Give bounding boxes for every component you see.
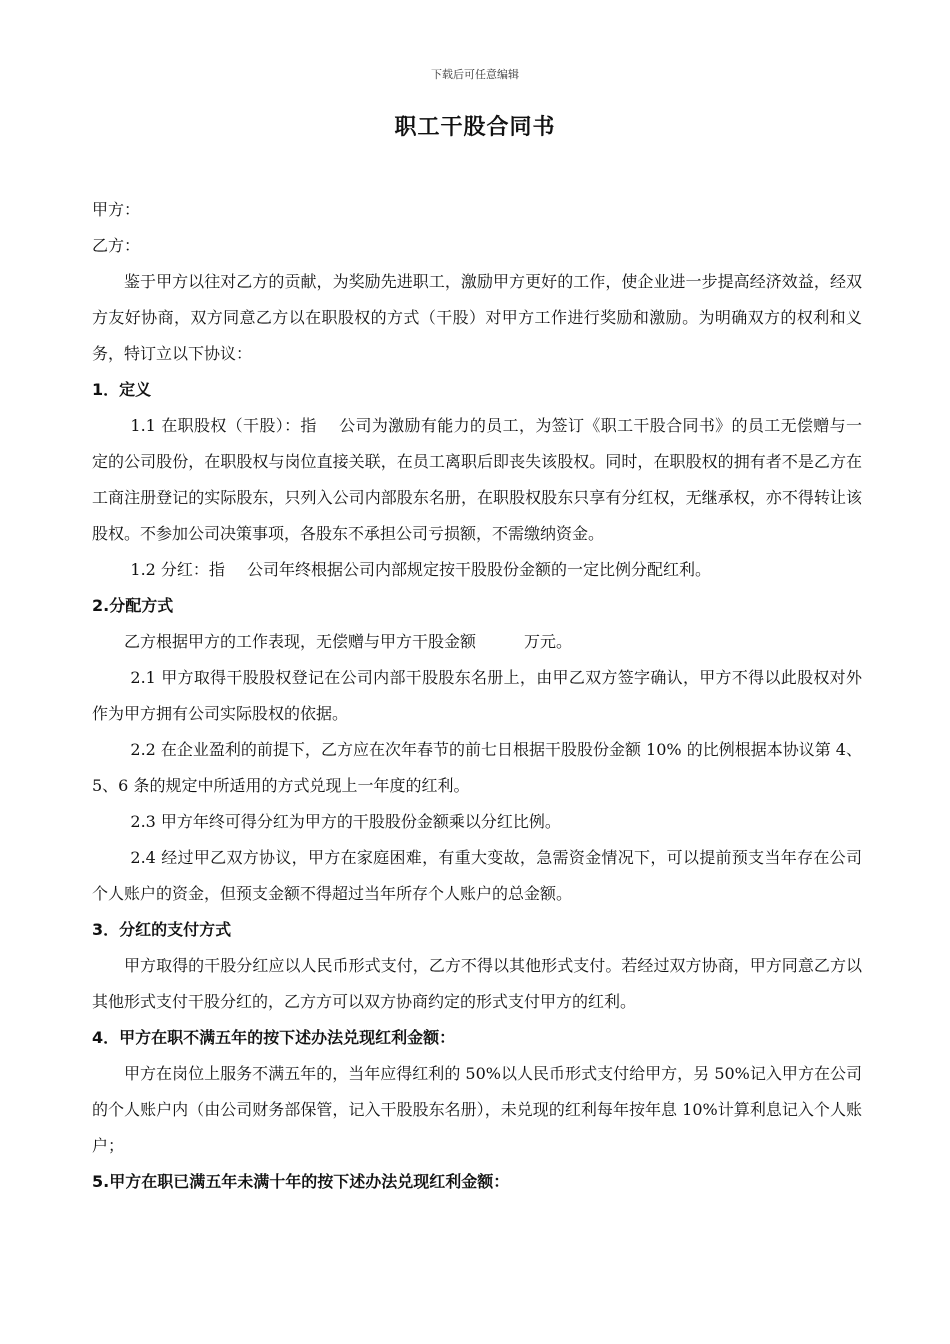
header-note: 下载后可任意编辑: [431, 68, 519, 81]
section-3-heading: 3．分红的支付方式: [92, 920, 232, 939]
document-title: 职工干股合同书: [394, 115, 556, 140]
intro-paragraph: 鉴于甲方以往对乙方的贡献，为奖励先进职工，激励甲方更好的工作，使企业进一步提高经济效益，经双方友好协商，双方同意乙方以在职股权的方式（干股）对甲方工作进行奖励和激励。为明确双方的权利和义务，特订立以下协议：: [92, 272, 862, 363]
party-a-label: 甲方：: [92, 200, 141, 219]
section-2-intro: [92, 624, 862, 660]
clause-2-4: 2.4 经过甲乙双方协议，甲方在家庭困难，有重大变故，急需资金情况下，可以提前预支当年存在公司个人账户的资金，但预支金额不得超过当年所存个人账户的总金额。: [92, 848, 862, 903]
clause-2-2: 2.2 在企业盈利的前提下，乙方应在次年春节的前七日根据干股股份金额 10% 的比例根据本协议第 4、5、6 条的规定中所适用的方式兑现上一年度的红利。: [92, 740, 862, 795]
clause-1-1: [92, 408, 862, 552]
clause-1-2: [92, 552, 862, 588]
section-3-paragraph: 甲方取得的干股分红应以人民币形式支付，乙方不得以其他形式支付。若经过双方协商，甲方同意乙方以其他形式支付干股分红的，乙方方可以双方协商约定的形式支付甲方的红利。: [92, 956, 862, 1011]
section-1-heading: 1．定义: [92, 380, 152, 399]
section-2-heading: 2.分配方式: [92, 596, 174, 615]
clause-1-1-lead: 1.1 在职股权（干股）：指: [130, 416, 317, 435]
clause-1-2-lead: 1.2 分红：指: [130, 560, 225, 579]
section-2-intro-lead: 乙方根据甲方的工作表现，无偿赠与甲方干股金额: [124, 632, 477, 651]
section-4-paragraph: 甲方在岗位上服务不满五年的，当年应得红利的 50%以人民币形式支付给甲方，另 50%记入甲方在公司的个人账户内（由公司财务部保管，记入干股股东名册），未兑现的红利每年按年息 10%计算利息记入个人账户；: [92, 1064, 862, 1155]
clause-1-2-body: 公司年终根据公司内部规定按干股股份金额的一定比例分配红利。: [246, 560, 711, 579]
clause-2-1: 2.1 甲方取得干股股权登记在公司内部干股股东名册上，由甲乙双方签字确认，甲方不得以此股权对外作为甲方拥有公司实际股权的依据。: [92, 668, 862, 723]
section-5-heading: 5.甲方在职已满五年未满十年的按下述办法兑现红利金额：: [92, 1172, 510, 1191]
party-b-label: 乙方：: [92, 236, 141, 255]
clause-1-1-body: 公司为激励有能力的员工，为签订《职工干股合同书》的员工无偿赠与一定的公司股份，在职股权与岗位直接关联，在员工离职后即丧失该股权。同时，在职股权的拥有者不是乙方在工商注册登记的实际股东，只列入公司内部股东名册，在职股权股东只享有分红权，无继承权，亦不得转让该股权。不参加公司决策事项，各股东不承担公司亏损额，不需缴纳资金。: [92, 416, 862, 543]
section-2-intro-tail: 万元。: [524, 632, 573, 651]
clause-2-3: 2.3 甲方年终可得分红为甲方的干股股份金额乘以分红比例。: [130, 812, 561, 831]
section-4-heading: 4．甲方在职不满五年的按下述办法兑现红利金额：: [92, 1028, 456, 1047]
document-body: [92, 192, 862, 1200]
